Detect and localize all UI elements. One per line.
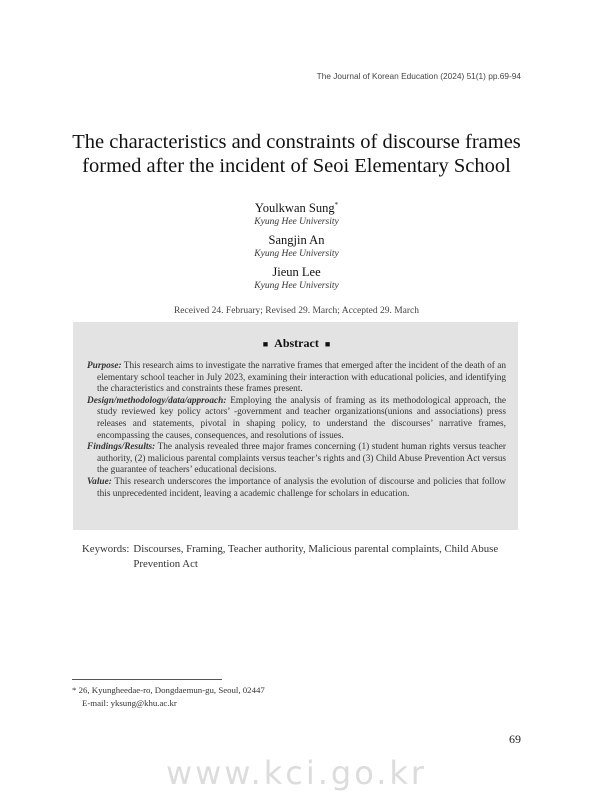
- journal-header: The Journal of Korean Education (2024) 51(1) pp.69-94: [316, 71, 521, 81]
- footnote-address: * 26, Kyungheedae-ro, Dongdaemun-gu, Seoul, 02447: [72, 685, 265, 695]
- author-name: Youlkwan Sung*: [254, 201, 339, 216]
- keywords: [82, 542, 522, 572]
- abstract-label: Value:: [87, 476, 112, 487]
- author-name: Sangjin An: [268, 233, 325, 248]
- author-list: [0, 198, 593, 297]
- abstract-findings: Findings/Results: The analysis revealed three major frames concerning (1) student human rights versus teacher authority, (2) malicious parental complaints versus teacher’s rights and (3) Child Abuse Prevention Act versus the guarantee of teachers’ educational decisions.: [87, 442, 506, 476]
- footnote: [72, 684, 265, 710]
- author-affiliation: Kyung Hee University: [254, 281, 339, 292]
- keywords-label: Keywords:: [82, 543, 130, 555]
- abstract-value: Value: This research underscores the importance of analysis the evolution of discourse and policies that follow this unprecedented incident, leaving a academic challenge for scholars in education.: [87, 476, 506, 499]
- footnote-marker: *: [334, 201, 339, 209]
- paper-title: [40, 130, 553, 178]
- footnote-email: E-mail: yksung@khu.ac.kr: [82, 698, 177, 708]
- submission-dates: Received 24. February; Revised 29. March; Accepted 29. March: [173, 306, 420, 316]
- watermark: www.kci.go.kr: [165, 754, 428, 792]
- abstract-heading: ■ Abstract ■: [262, 336, 331, 350]
- abstract-label: Purpose:: [87, 361, 122, 371]
- page-number: 69: [509, 732, 521, 746]
- keywords-list: Discourses, Framing, Teacher authority, Malicious parental complaints, Child Abuse Prevention Act: [133, 543, 499, 570]
- title-line-2: formed after the incident of Seoi Elementary School: [82, 155, 511, 177]
- abstract-label: Findings/Results:: [87, 442, 156, 453]
- footnote-divider: [72, 679, 222, 680]
- abstract-box: [73, 322, 518, 530]
- abstract-purpose: Purpose: This research aims to investigate the narrative frames that emerged after the incident of the death of an elementary school teacher in July 2023, examining their interaction with educational policies, and identifying the characteristics and constraints these frames present.: [87, 361, 506, 395]
- abstract-label: Design/methodology/data/approach:: [87, 395, 227, 406]
- title-line-1: The characteristics and constraints of discourse frames: [72, 131, 521, 153]
- square-bullet-icon: ■: [324, 339, 331, 349]
- author-affiliation: Kyung Hee University: [254, 249, 339, 260]
- author-name: Jieun Lee: [272, 265, 321, 280]
- abstract-design: Design/methodology/data/approach: Employing the analysis of framing as its methodological approach, the study reviewed key policy actors’ -government and teacher organizations(unions and associations) press releases and statements, pivotal in shaping policy, to understand the discourses’ narrative frames, encompassing the causes, consequences, and resolutions of issues.: [87, 395, 506, 441]
- square-bullet-icon: ■: [262, 339, 269, 349]
- author-affiliation: Kyung Hee University: [254, 217, 339, 228]
